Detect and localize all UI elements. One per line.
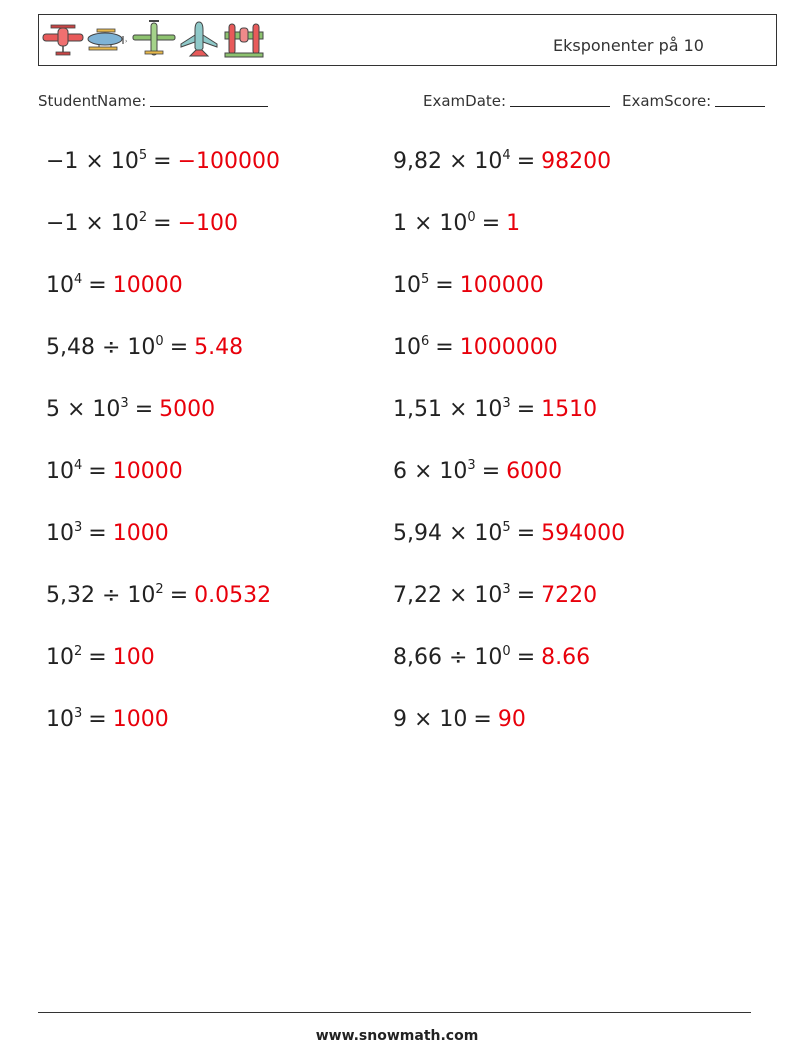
equals-sign: =	[134, 397, 154, 422]
equals-sign: =	[88, 273, 107, 298]
equals-sign: =	[516, 583, 536, 608]
problem-exponent: 4	[74, 272, 83, 287]
equals-sign: =	[435, 335, 454, 360]
problem-answer: 100	[112, 645, 155, 670]
problem-expression: 9,82 × 10	[393, 149, 503, 174]
problem-answer: 5000	[159, 397, 216, 422]
exam-score-label: ExamScore:	[622, 92, 712, 110]
problem-expression: 10	[46, 459, 74, 484]
problem-expression: 5,94 × 10	[393, 521, 503, 546]
problem-item	[393, 582, 597, 610]
problem-expression: 5,48 ÷ 10	[46, 335, 156, 360]
equals-sign: =	[473, 707, 492, 732]
problem-item	[46, 210, 238, 238]
problem-expression: 10	[46, 273, 74, 298]
problem-answer: −100000	[177, 149, 280, 174]
equals-sign: =	[516, 149, 536, 174]
footer-divider	[38, 1012, 751, 1013]
student-name-field	[38, 92, 268, 110]
problem-item	[46, 334, 243, 362]
problem-exponent: 0	[502, 644, 511, 659]
footer-site: www.snowmath.com	[315, 1028, 479, 1044]
problem-answer: 1000	[112, 707, 169, 732]
student-name-blank[interactable]	[150, 105, 268, 107]
problem-expression: 6 × 10	[393, 459, 468, 484]
exam-date-blank[interactable]	[510, 105, 610, 107]
problem-exponent: 5	[138, 148, 148, 163]
equals-sign: =	[169, 335, 189, 360]
equals-sign: =	[435, 273, 454, 298]
equals-sign: =	[153, 211, 172, 236]
problem-answer: 98200	[541, 149, 612, 174]
problem-item	[393, 644, 590, 672]
problem-exponent: 2	[138, 210, 148, 225]
problem-expression: 10	[46, 645, 74, 670]
equals-sign: =	[88, 707, 107, 732]
problem-expression: 10	[46, 521, 74, 546]
problem-exponent: 2	[74, 644, 83, 659]
problem-expression: 1 × 10	[393, 211, 468, 236]
equals-sign: =	[169, 583, 189, 608]
problem-exponent: 3	[502, 582, 511, 597]
problem-item	[46, 272, 183, 300]
problem-item	[393, 706, 526, 734]
problem-item	[393, 148, 611, 176]
problem-expression: 10	[46, 707, 74, 732]
problem-expression: 10	[393, 273, 421, 298]
problem-exponent: 4	[74, 458, 83, 473]
problem-item	[393, 334, 558, 362]
problem-answer: 8.66	[541, 645, 591, 670]
problem-exponent: 5	[421, 272, 430, 287]
exam-date-label: ExamDate:	[423, 92, 507, 110]
equals-sign: =	[88, 645, 107, 670]
equals-sign: =	[516, 645, 536, 670]
problem-item	[46, 644, 155, 672]
problem-expression: 5,32 ÷ 10	[46, 583, 156, 608]
problem-exponent: 3	[74, 520, 83, 535]
problem-item	[46, 458, 183, 486]
equals-sign: =	[516, 521, 536, 546]
problem-item	[46, 520, 169, 548]
problem-answer: 10000	[112, 459, 183, 484]
problem-item	[393, 396, 597, 424]
exam-date-field	[423, 92, 610, 110]
header-box	[38, 14, 777, 66]
problem-exponent: 3	[74, 706, 83, 721]
exam-score-field	[622, 92, 765, 110]
problem-item	[393, 272, 544, 300]
problem-exponent: 4	[502, 148, 511, 163]
equals-sign: =	[481, 211, 501, 236]
problem-answer: 594000	[541, 521, 626, 546]
problem-item	[46, 148, 280, 176]
problem-expression: 1,51 × 10	[393, 397, 503, 422]
problem-exponent: 3	[120, 396, 129, 411]
problem-expression: 8,66 ÷ 10	[393, 645, 503, 670]
problem-answer: 90	[497, 707, 526, 732]
problem-item	[46, 582, 271, 610]
problem-answer: −100	[177, 211, 239, 236]
problem-answer: 1510	[541, 397, 598, 422]
problem-expression: 5 × 10	[46, 397, 121, 422]
exam-score-blank[interactable]	[715, 105, 765, 107]
problem-answer: 100000	[459, 273, 544, 298]
problem-expression: 7,22 × 10	[393, 583, 503, 608]
problem-exponent: 2	[155, 582, 164, 597]
problem-answer: 1000000	[459, 335, 558, 360]
equals-sign: =	[481, 459, 501, 484]
problem-item	[46, 396, 215, 424]
problem-answer: 10000	[112, 273, 183, 298]
problem-exponent: 3	[502, 396, 511, 411]
problem-answer: 6000	[506, 459, 563, 484]
problem-exponent: 0	[467, 210, 476, 225]
problem-item	[393, 458, 562, 486]
problem-item	[393, 520, 625, 548]
svg-text:›: ›	[125, 38, 128, 45]
equals-sign: =	[88, 521, 107, 546]
problem-expression: −1 × 10	[46, 149, 139, 174]
problem-exponent: 0	[155, 334, 164, 349]
equals-sign: =	[88, 459, 107, 484]
problem-answer: 7220	[541, 583, 598, 608]
problem-expression: −1 × 10	[46, 211, 139, 236]
student-name-label: StudentName:	[38, 92, 147, 110]
equals-sign: =	[153, 149, 172, 174]
problem-exponent: 5	[502, 520, 511, 535]
problem-expression: 9 × 10	[393, 707, 468, 732]
problem-item	[46, 706, 169, 734]
problem-answer: 0.0532	[194, 583, 272, 608]
problem-answer: 1000	[112, 521, 169, 546]
problem-expression: 10	[393, 335, 421, 360]
problem-answer: 1	[506, 211, 521, 236]
problem-item	[393, 210, 520, 238]
sheet-title: Eksponenter på 10	[553, 36, 704, 55]
problem-exponent: 6	[421, 334, 430, 349]
problem-answer: 5.48	[194, 335, 244, 360]
equals-sign: =	[516, 397, 536, 422]
problem-exponent: 3	[467, 458, 476, 473]
